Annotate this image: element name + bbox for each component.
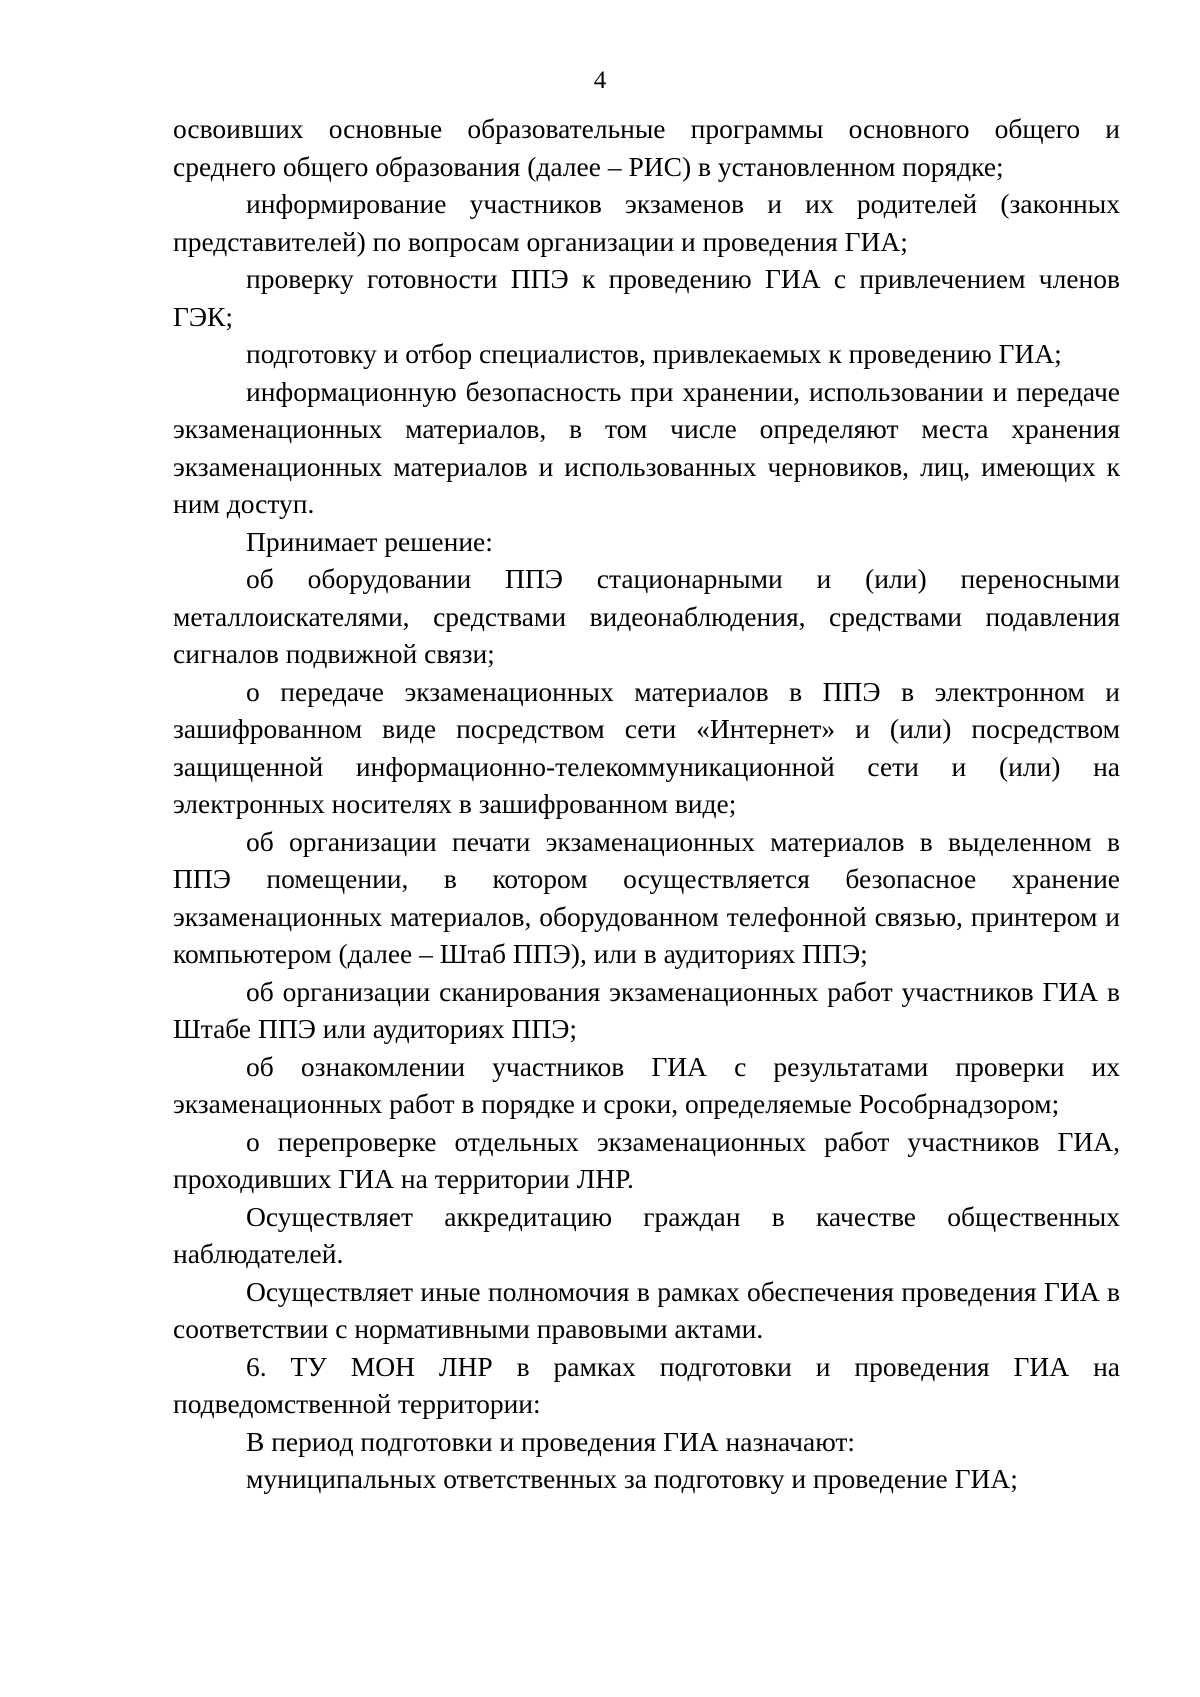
- page-number: 4: [593, 67, 607, 94]
- paragraph-printing: об организации печати экзаменационных материалов в выделенном в ППЭ помещении, в котором осуществляется безопасное хранение экзаменационных материалов, оборудованном телефонной связью, принтером и компьютером (далее – Штаб ППЭ), или в аудиториях ППЭ;: [173, 825, 1120, 969]
- paragraph-equipment: об оборудовании ППЭ стационарными и (или) переносными металлоискателями, средствами видеонаблюдения, средствами подавления сигналов подвижной связи;: [173, 563, 1120, 669]
- paragraph-info-security: информационную безопасность при хранении, использовании и передаче экзаменационных материалов, в том числе определяют места хранения экзаменационных материалов и использованных черновиков, лиц, имеющих к ним доступ.: [173, 375, 1120, 519]
- paragraph-readiness-check: проверку готовности ППЭ к проведению ГИА с привлечением членов ГЭК;: [173, 263, 1120, 332]
- paragraph-scanning: об организации сканирования экзаменационных работ участников ГИА в Штабе ППЭ или аудиториях ППЭ;: [173, 975, 1120, 1044]
- paragraph-transfer: о передаче экзаменационных материалов в ППЭ в электронном и зашифрованном виде посредством сети «Интернет» и (или) посредством защищенной информационно-телекоммуникационной сети и (или) на электронных носителях в зашифрованном виде;: [173, 675, 1120, 819]
- paragraph-municipal: муниципальных ответственных за подготовку и проведение ГИА;: [246, 1463, 1018, 1494]
- paragraph-accreditation: Осуществляет аккредитацию граждан в качестве общественных наблюдателей.: [173, 1200, 1120, 1269]
- document-body: [173, 110, 1120, 1498]
- paragraph-section-6: 6. ТУ МОН ЛНР в рамках подготовки и проведения ГИА на подведомственной территории:: [173, 1350, 1120, 1419]
- paragraph-results: об ознакомлении участников ГИА с результатами проверки их экзаменационных работ в порядке и сроки, определяемые Рособрнадзором;: [173, 1050, 1120, 1119]
- paragraph-other-powers: Осуществляет иные полномочия в рамках обеспечения проведения ГИА в соответствии с нормативными правовыми актами.: [173, 1275, 1120, 1344]
- paragraph-recheck: о перепроверке отдельных экзаменационных работ участников ГИА, проходивших ГИА на территории ЛНР.: [173, 1125, 1120, 1194]
- paragraph-appoint: В период подготовки и проведения ГИА назначают:: [246, 1425, 856, 1457]
- paragraph-continuation: освоивших основные образовательные программы основного общего и среднего общего образования (далее – РИС) в установленном порядке;: [173, 113, 1120, 182]
- paragraph-specialists: подготовку и отбор специалистов, привлекаемых к проведению ГИА;: [246, 338, 1062, 369]
- paragraph-decision-heading: Принимает решение:: [246, 525, 493, 557]
- paragraph-informing: информирование участников экзаменов и их родителей (законных представителей) по вопросам организации и проведения ГИА;: [173, 188, 1120, 257]
